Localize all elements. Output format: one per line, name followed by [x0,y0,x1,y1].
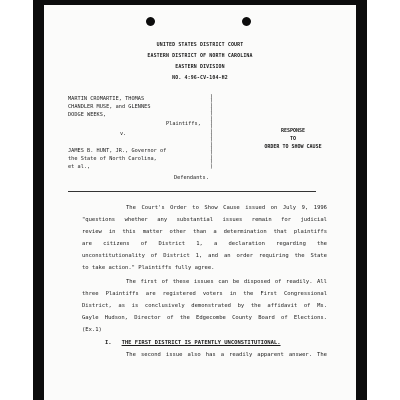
response-subject: ORDER TO SHOW CAUSE [264,144,322,150]
document-page [44,5,356,400]
paragraph-1-line-3: review in this matter other than a determination that plaintiffs [82,229,327,235]
plaintiff-line-3: DODGE WEEKS, [68,112,107,118]
binder-hole-right [242,17,251,26]
paragraph-1-line-2: "questions whether any substantial issues remain for judicial [82,217,327,223]
response-subtitle: TO [289,136,297,142]
defendants-label: Defendants. [174,175,209,181]
caption-rule [68,191,316,192]
caption-parenthesis-column: ) ) ) ) ) ) ) ) ) ) ) ) ) ) ) ) ) [210,94,214,170]
paragraph-1-line-6: to take action." Plaintiffs fully agree. [82,265,215,271]
paragraph-2-line-2: three Plaintiffs are registered voters in the First Congressional [82,291,327,297]
section-heading-number: I. [105,340,112,346]
paragraph-2-line-4: Gayle Hudson, Director of the Edgecombe County Board of Elections. [82,315,327,321]
paragraph-3-line-1: The second issue also has a readily apparent answer. The [126,352,327,358]
court-division: EASTERN DIVISION [175,64,225,70]
section-heading-text: THE FIRST DISTRICT IS PATENTLY UNCONSTITUTIONAL. [121,340,281,346]
paragraph-2-line-5: (Ex.1) [82,327,102,333]
plaintiff-line-1: MARTIN CROMARTIE, THOMAS [68,96,145,102]
paragraph-1-line-5: unconstitutionality of District 1, and an order requiring the State [82,253,327,259]
paragraph-1-line-1: The Court's Order to Show Cause issued on July 9, 1996 [126,205,327,211]
plaintiff-line-2: CHANDLER MUSE, and GLENNES [68,104,151,110]
section-heading [105,340,281,346]
case-number: NO. 4:96-CV-104-H2 [172,75,228,81]
court-district: EASTERN DISTRICT OF NORTH CAROLINA [147,53,253,59]
defendant-line-3: et al., [68,164,91,170]
paragraph-1-line-4: are citizens of District 1, a declaration regarding the [82,241,327,247]
paragraph-2-line-1: The first of these issues can be disposed of readily. All [126,279,327,285]
defendant-line-1: JAMES B. HUNT, JR., Governor of [68,148,167,154]
defendant-line-2: the State of North Carolina, [68,156,157,162]
binder-hole-left [146,17,155,26]
versus-label: v. [120,131,127,137]
court-name: UNITED STATES DISTRICT COURT [156,42,244,48]
response-title: RESPONSE [280,128,306,134]
paragraph-2-line-3: District, as is conclusively demonstrated by the affidavit of Ms. [82,303,327,309]
plaintiffs-label: Plaintiffs, [166,121,201,127]
